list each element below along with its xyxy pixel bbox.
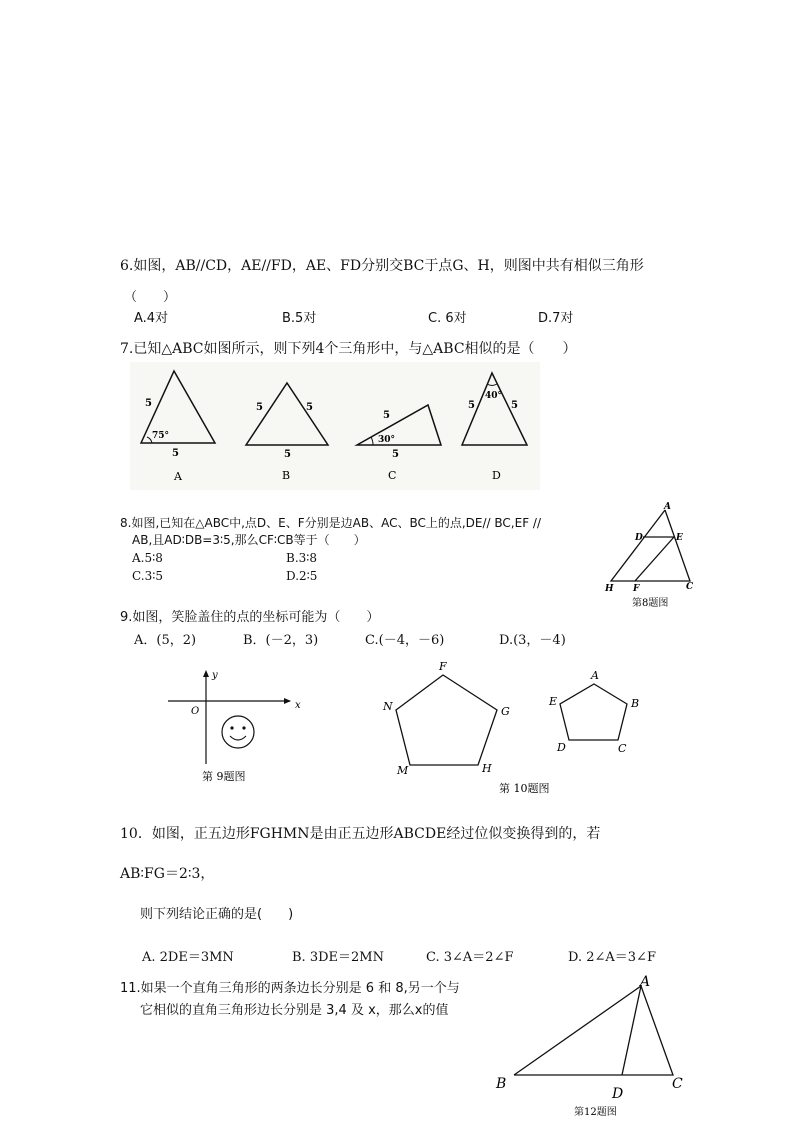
q8-point-a: A [664,502,671,512]
q8-point-f: F [633,584,640,594]
q6-answer-paren: （ ） [124,290,177,305]
q8-point-d: D [635,533,643,543]
q7-b-side-right: 5 [306,402,313,413]
q7-d-side-left: 5 [468,400,475,411]
q9-y-label: y [212,670,218,681]
q8-segment-ef [635,537,674,581]
q7-a-side-left: 5 [145,398,152,409]
q10-point-e: E [549,695,558,708]
q10-point-m: M [397,764,409,777]
q7-b-side-bottom: 5 [284,449,291,460]
q10-stem-line2: AB∶FG＝2∶3， [120,866,215,882]
q9-option-d: D.(3，－4) [499,633,566,648]
q7-d-label: D [492,469,501,482]
q8-caption: 第8题图 [632,598,669,609]
q10-point-n: N [383,700,393,713]
q6-option-a: A.4对 [134,311,169,326]
q7-c-side-bottom: 5 [392,449,399,460]
q7-c-angle: 30° [378,435,396,445]
q9-caption: 第 9题图 [202,770,246,783]
q10-option-d: D. 2∠A＝3∠F [568,950,656,965]
q6-option-c: C. 6对 [428,311,467,326]
q10-figure [375,656,665,800]
q12-figure [490,972,695,1118]
q12-triangle-abc [514,986,673,1075]
q9-x-arrow [284,698,291,704]
q10-point-b: B [631,697,640,710]
q10-point-g: G [501,705,510,718]
q12-point-b: B [496,1076,507,1092]
q7-d-side-right: 5 [511,400,518,411]
q10-pentagon-abcde [560,684,627,740]
q8-option-d: D.2∶5 [286,569,318,583]
q10-stem-line3: 则下列结论正确的是( ) [140,907,294,922]
q7-d-angle: 40° [485,391,503,401]
q8-stem-line2: AB,且AD∶DB=3∶5,那么CF∶CB等于（ ） [132,533,366,547]
q7-c-side-top: 5 [383,410,390,421]
q12-point-c: C [672,1076,683,1092]
q10-option-b: B. 3DE＝2MN [292,950,384,965]
q10-stem-line1: 10．如图，正五边形FGHMN是由正五边形ABCDE经过位似变换得到的，若 [120,826,601,842]
q7-stem: 7.已知△ABC如图所示，则下列4个三角形中，与△ABC相似的是（ ） [120,341,577,357]
q7-b-side-left: 5 [256,402,263,413]
q12-point-d: D [612,1086,624,1102]
q10-point-a: A [591,669,599,682]
q9-stem: 9.如图，笑脸盖住的点的坐标可能为（ ） [120,610,380,625]
q7-figure [130,362,540,490]
q8-figure [602,500,702,612]
smiley-face-icon [222,716,254,748]
q8-option-b: B.3∶8 [286,551,318,565]
q11-stem-line2: 它相似的直角三角形边长分别是 3,4 及 x，那么x的值 [140,1003,449,1018]
q6-stem: 6.如图，AB//CD，AE//FD，AE、FD分别交BC于点G、H，则图中共有相似三角形 [120,258,644,274]
q7-a-angle: 75° [152,431,170,441]
q8-stem-line1: 8.如图,已知在△ABC中,点D、E、F分别是边AB、AC、BC上的点,DE// BC,EF // [120,516,541,530]
q6-option-d: D.7对 [538,311,574,326]
q12-point-a: A [640,974,651,990]
q7-c-label: C [388,469,397,482]
q8-point-e: E [676,533,683,543]
q8-triangle [611,510,690,581]
q6-option-b: B.5对 [282,311,317,326]
q9-option-b: B．(－2，3) [243,633,319,648]
q9-origin-label: O [191,706,200,717]
q7-figure-background [130,362,540,490]
q8-option-a: A.5∶8 [132,551,163,565]
q9-y-arrow [203,670,209,677]
q10-point-d: D [557,741,566,754]
q9-option-a: A．(5，2) [134,633,197,648]
q10-point-f: F [439,660,447,673]
q9-option-c: C.(－4，－6) [365,633,445,648]
q10-option-c: C. 3∠A＝2∠F [426,950,514,965]
q8-point-c: C [686,582,694,592]
q8-option-c: C.3∶5 [132,569,163,583]
q8-point-h: H [605,584,614,594]
q7-a-label: A [174,470,182,483]
q10-caption: 第 10题图 [499,782,550,795]
q12-segment-ad [622,986,641,1075]
q11-stem-line1: 11.如果一个直角三角形的两条边长分别是 6 和 8,另一个与 [120,981,460,996]
q12-caption: 第12题图 [574,1107,617,1118]
q10-pentagon-fghmn [396,675,497,765]
q9-figure [160,664,300,788]
q7-a-side-bottom: 5 [172,448,179,459]
q9-x-label: x [295,700,301,711]
q10-point-c: C [618,742,627,755]
q10-point-h: H [482,762,492,775]
q10-option-a: A. 2DE＝3MN [142,950,234,965]
q7-b-label: B [282,469,291,482]
